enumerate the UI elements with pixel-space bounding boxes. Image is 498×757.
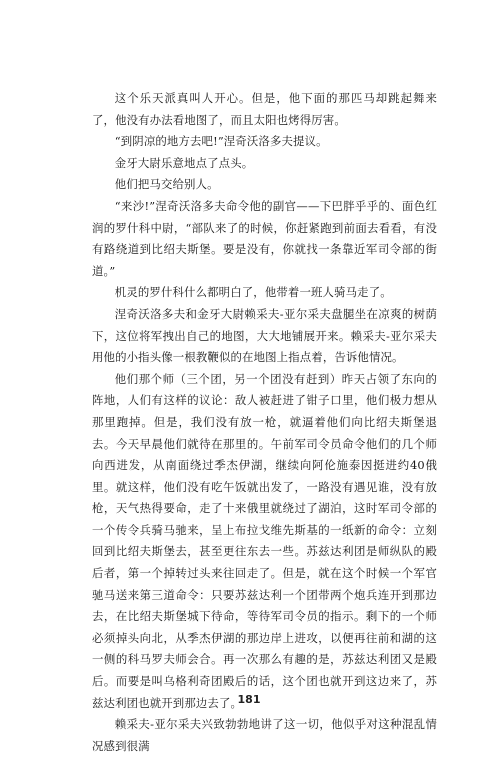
paragraph-9: 赖采夫-亚尔采夫兴致勃勃地讲了这一切，他似乎对这种混乱情况感到很满 (92, 717, 437, 753)
paragraph-1: 这个乐天派真叫人开心。但是，他下面的那匹马却跳起舞来了，他没有办法看地图了，而且太阳也烤得厉害。 (92, 91, 437, 127)
page-number: 181 (237, 693, 261, 706)
paragraph-7: 涅奇沃洛多夫和金牙大尉赖采夫-亚尔采夫盘腿坐在凉爽的树荫下，这位将军拽出自己的地图，大大地铺展开来。赖采夫-亚尔采夫用他的小指头像一根教鞭似的在地图上指点着，告诉他情况。 (92, 306, 437, 365)
paragraph-6: 机灵的罗什科什么都明白了，他带着一班人骑马走了。 (114, 285, 392, 300)
paragraph-8: 他们那个师（三个团，另一个团没有赶到）昨天占领了东向的阵地，人们有这样的议论：敌人被赶进了钳子口里，他们极力想从那里跑掉。但是，我们没有放一枪，就逼着他们向比绍夫斯堡退去。今天早晨他们就待在那里的。午前军司令员命令他们的几个师向西进发，从南面绕过季杰伊湖，继续向阿伦施泰因挺进约40俄里。就这样，他们没有吃午饭就出发了，一路没有遇见谁，没有放枪，天气热得要命，走了十来俄里就绕过了湖泊，这时军司令部的一个传令兵骑马驰来，呈上布拉戈维先斯基的一纸新的命令：立刻回到比绍夫斯堡去，甚至更往东去一些。苏兹达利团是师纵队的殿后者，第一个掉转过头来往回走了。但是，就在这个时候一个军官驰马送来第三道命令：只要苏兹达利一个团带两个炮兵连开到那边去，在比绍夫斯堡城下待命，等待军司令员的指示。剩下的一个师必须掉头向北，从季杰伊湖的那边岸上进攻，以便再往前和湖的这一侧的科马罗夫师会合。再一次那么有趣的是，苏兹达利团又是殿后。而要是叫乌格利奇团殿后的话，这个团也就开到这边来了，苏兹达利团也就开到那边去了。 (92, 371, 437, 710)
paragraph-2: “到阴凉的地方去吧!”涅奇沃洛多夫提议。 (114, 134, 328, 149)
paragraph-5: “来沙!”涅奇沃洛多夫命令他的副官——下巴胖乎乎的、面色红润的罗什科中尉，“部队来了的时候，你赶紧跑到前面去看看，有没有路绕道到比绍夫斯堡。要是没有，你就找一条靠近军司令部的街道。” (92, 198, 437, 278)
body-text (92, 88, 437, 757)
paragraph-3: 金牙大尉乐意地点了点头。 (114, 155, 254, 170)
paragraph-4: 他们把马交给别人。 (114, 177, 219, 192)
